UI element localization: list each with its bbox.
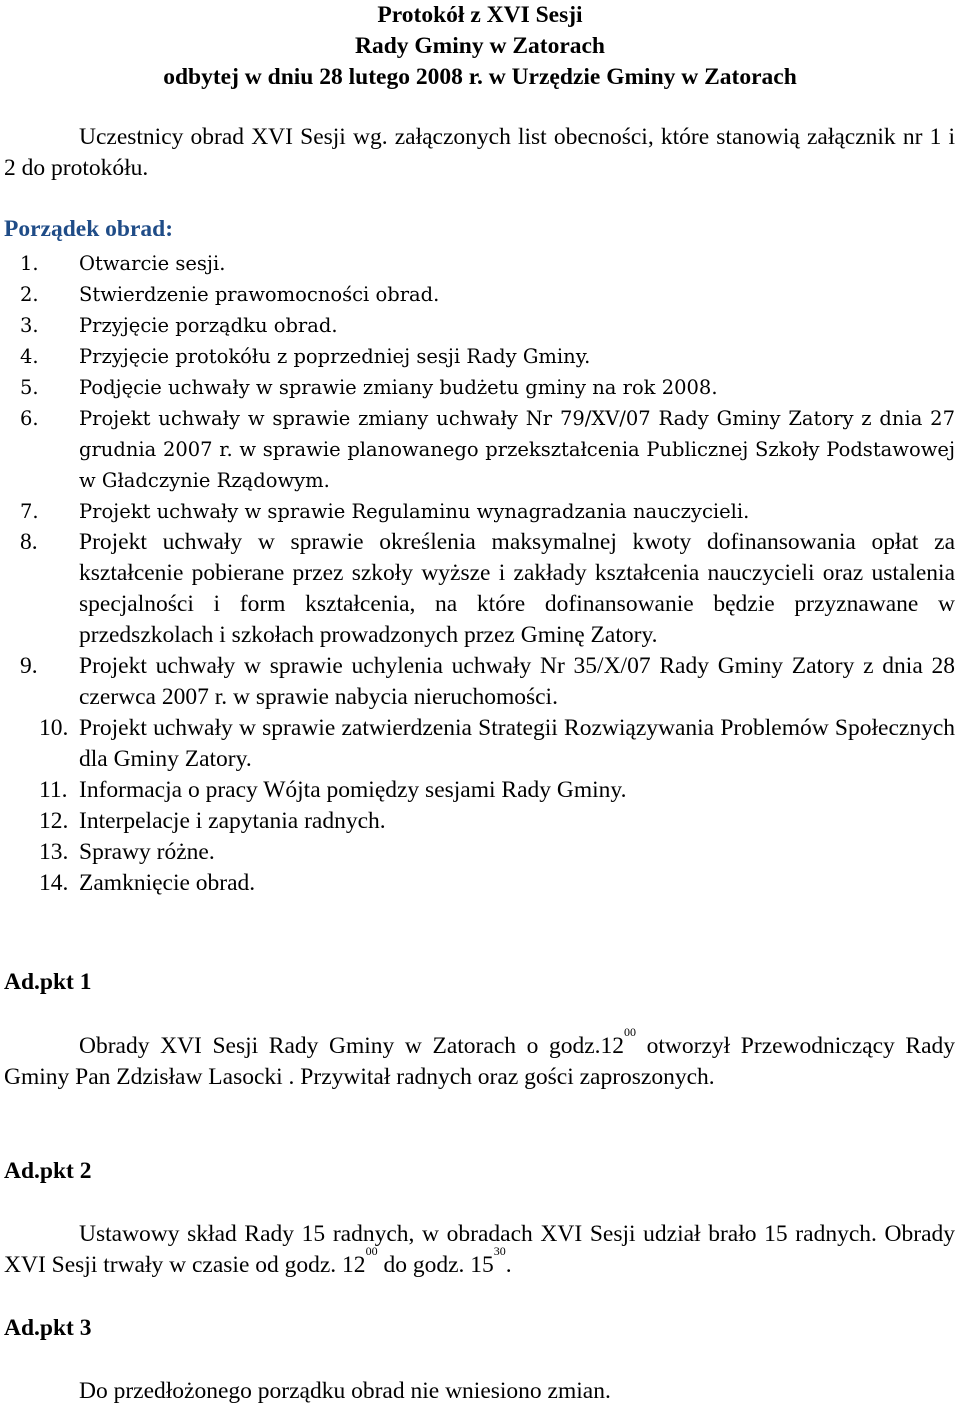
agenda-item-13 bbox=[4, 837, 955, 868]
agenda-item-number: 7. bbox=[20, 500, 39, 523]
agenda-item-text: Stwierdzenie prawomocności obrad. bbox=[79, 283, 440, 306]
section-paragraph-pkt-3: Do przedłożonego porządku obrad nie wniesiono zmian. bbox=[79, 1378, 611, 1404]
agenda-item-number: 2. bbox=[20, 283, 39, 306]
agenda-item-number: 8. bbox=[20, 529, 38, 555]
agenda-item-1 bbox=[4, 248, 955, 279]
agenda-heading: Porządek obrad: bbox=[4, 216, 174, 242]
title-line-1: Protokół z XVI Sesji bbox=[377, 2, 583, 28]
agenda-item-text: Interpelacje i zapytania radnych. bbox=[79, 808, 386, 834]
agenda-item-10 bbox=[4, 713, 955, 775]
agenda-item-12 bbox=[4, 806, 955, 837]
agenda-item-text: Projekt uchwały w sprawie określenia maksymalnej kwoty dofinansowania opłat za kształcenie pobierane przez szkoły wyższe i zakłady kształcenia nauczycieli oraz ustalenia specjalności i form kształcenia, na które dofinansowanie będzie przyznawane w przedszkolach i szkołach prowadzonych przez Gminę Zatory. bbox=[79, 529, 955, 648]
agenda-item-number: 9. bbox=[20, 653, 38, 679]
agenda-item-number: 11. bbox=[39, 777, 68, 803]
agenda-item-number: 3. bbox=[20, 314, 39, 337]
agenda-item-number: 1. bbox=[20, 252, 39, 275]
agenda-item-text: Projekt uchwały w sprawie Regulaminu wynagradzania nauczycieli. bbox=[79, 500, 750, 523]
section-heading-pkt-2: Ad.pkt 2 bbox=[4, 1158, 92, 1184]
agenda-list bbox=[4, 248, 955, 899]
agenda-item-9 bbox=[4, 651, 955, 713]
agenda-item-6 bbox=[4, 403, 955, 496]
agenda-item-text: Zamknięcie obrad. bbox=[79, 870, 256, 896]
agenda-item-number: 5. bbox=[20, 376, 39, 399]
agenda-item-number: 12. bbox=[39, 808, 69, 834]
agenda-item-text: Podjęcie uchwały w sprawie zmiany budżetu gminy na rok 2008. bbox=[79, 376, 718, 399]
agenda-item-8 bbox=[4, 527, 955, 651]
title-line-3: odbytej w dniu 28 lutego 2008 r. w Urzędzie Gminy w Zatorach bbox=[163, 64, 797, 90]
section-heading-pkt-1: Ad.pkt 1 bbox=[4, 969, 92, 995]
agenda-item-number: 13. bbox=[39, 839, 69, 865]
agenda-item-text: Projekt uchwały w sprawie zmiany uchwały Nr 79/XV/07 Rady Gminy Zatory z dnia 27 grudnia 2007 r. w sprawie planowanego przekształcenia Publicznej Szkoły Podstawowej w Gładczynie Rządowym. bbox=[79, 407, 955, 492]
section-paragraph-pkt-1: Obrady XVI Sesji Rady Gminy w Zatorach o $godz.12^{00}$ otworzył Przewodniczący Rady Gminy Pan Zdzisław Lasocki . Przywitał radnych oraz gości zaproszonych. bbox=[4, 1025, 955, 1090]
section-heading-pkt-3: Ad.pkt 3 bbox=[4, 1315, 92, 1341]
agenda-item-number: 6. bbox=[20, 407, 39, 430]
agenda-item-text: Przyjęcie protokółu z poprzedniej sesji Rady Gminy. bbox=[79, 345, 591, 368]
agenda-item-2 bbox=[4, 279, 955, 310]
agenda-item-text: Sprawy różne. bbox=[79, 839, 215, 865]
intro-paragraph bbox=[4, 122, 955, 184]
agenda-item-4 bbox=[4, 341, 955, 372]
agenda-item-number: 14. bbox=[39, 870, 69, 896]
intro-text: Uczestnicy obrad XVI Sesji wg. załączonych list obecności, które stanowią załącznik nr 1 i 2 do protokółu. bbox=[4, 124, 955, 181]
agenda-item-7 bbox=[4, 496, 955, 527]
title-line-2: Rady Gminy w Zatorach bbox=[354, 33, 606, 59]
agenda-item-text: Projekt uchwały w sprawie uchylenia uchwały Nr 35/X/07 Rady Gminy Zatory z dnia 28 czerwca 2007 r. w sprawie nabycia nieruchomości. bbox=[79, 653, 955, 710]
agenda-item-text: Przyjęcie porządku obrad. bbox=[79, 314, 338, 337]
agenda-item-text: Otwarcie sesji. bbox=[79, 252, 226, 275]
agenda-item-3 bbox=[4, 310, 955, 341]
agenda-item-number: 10. bbox=[39, 715, 69, 741]
section-paragraph-pkt-2: Ustawowy skład Rady 15 radnych, w obradach XVI Sesji udział brało 15 radnych. Obrady XVI Sesji trwały w czasie od godz. $12^{00}$ do godz. $15^{30}$. bbox=[4, 1221, 955, 1278]
agenda-item-11 bbox=[4, 775, 955, 806]
agenda-item-text: Projekt uchwały w sprawie zatwierdzenia Strategii Rozwiązywania Problemów Społecznych dla Gminy Zatory. bbox=[79, 715, 955, 772]
agenda-item-5 bbox=[4, 372, 955, 403]
agenda-item-number: 4. bbox=[20, 345, 39, 368]
agenda-item-14 bbox=[4, 868, 955, 899]
document-title bbox=[0, 0, 960, 93]
agenda-item-text: Informacja o pracy Wójta pomiędzy sesjami Rady Gminy. bbox=[79, 777, 627, 803]
